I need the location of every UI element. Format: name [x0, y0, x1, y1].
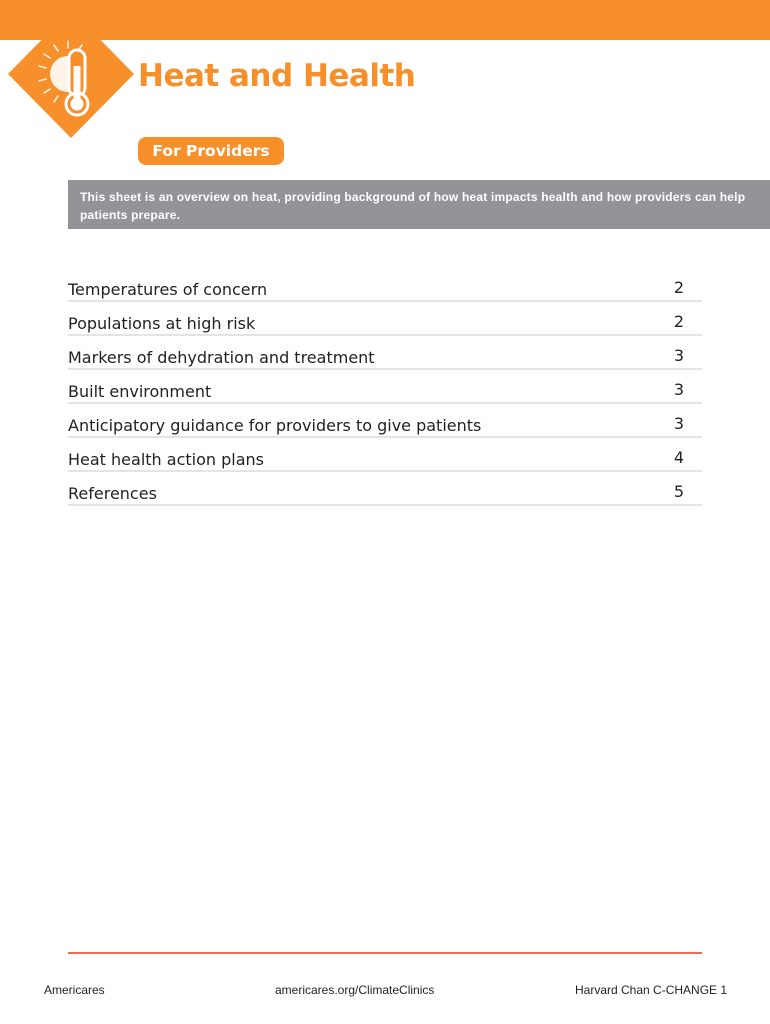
footer-divider [68, 952, 702, 954]
toc-item-page: 2 [673, 278, 684, 297]
toc-item[interactable] [68, 336, 702, 370]
table-of-contents [68, 268, 702, 506]
toc-item[interactable] [68, 302, 702, 336]
toc-item[interactable] [68, 438, 702, 472]
toc-item-label: Markers of dehydration and treatment [68, 348, 375, 367]
toc-item-page: 5 [673, 482, 684, 501]
page-title: Heat and Health [138, 58, 416, 94]
footer-partner-page: Harvard Chan C-CHANGE 1 [575, 983, 728, 997]
intro-summary: This sheet is an overview on heat, providing background of how heat impacts health and how providers can help patients prepare. [68, 180, 770, 229]
audience-badge: For Providers [138, 137, 284, 165]
thermometer-sun-icon [6, 8, 136, 140]
toc-item-page: 2 [673, 312, 684, 331]
toc-item-label: Populations at high risk [68, 314, 256, 333]
toc-item-page: 3 [673, 346, 684, 365]
toc-item-label: Built environment [68, 382, 212, 401]
toc-item[interactable] [68, 404, 702, 438]
toc-item-label: Temperatures of concern [68, 280, 268, 299]
toc-item-label: Anticipatory guidance for providers to give patients [68, 416, 482, 435]
toc-item-page: 4 [673, 448, 684, 467]
toc-item-page: 3 [673, 380, 684, 399]
toc-item[interactable] [68, 472, 702, 506]
toc-item-label: References [68, 484, 157, 503]
footer-url[interactable]: americares.org/ClimateClinics [275, 983, 435, 997]
toc-item[interactable] [68, 268, 702, 302]
toc-item[interactable] [68, 370, 702, 404]
toc-item-page: 3 [673, 414, 684, 433]
toc-item-label: Heat health action plans [68, 450, 264, 469]
footer-organization: Americares [44, 983, 105, 997]
